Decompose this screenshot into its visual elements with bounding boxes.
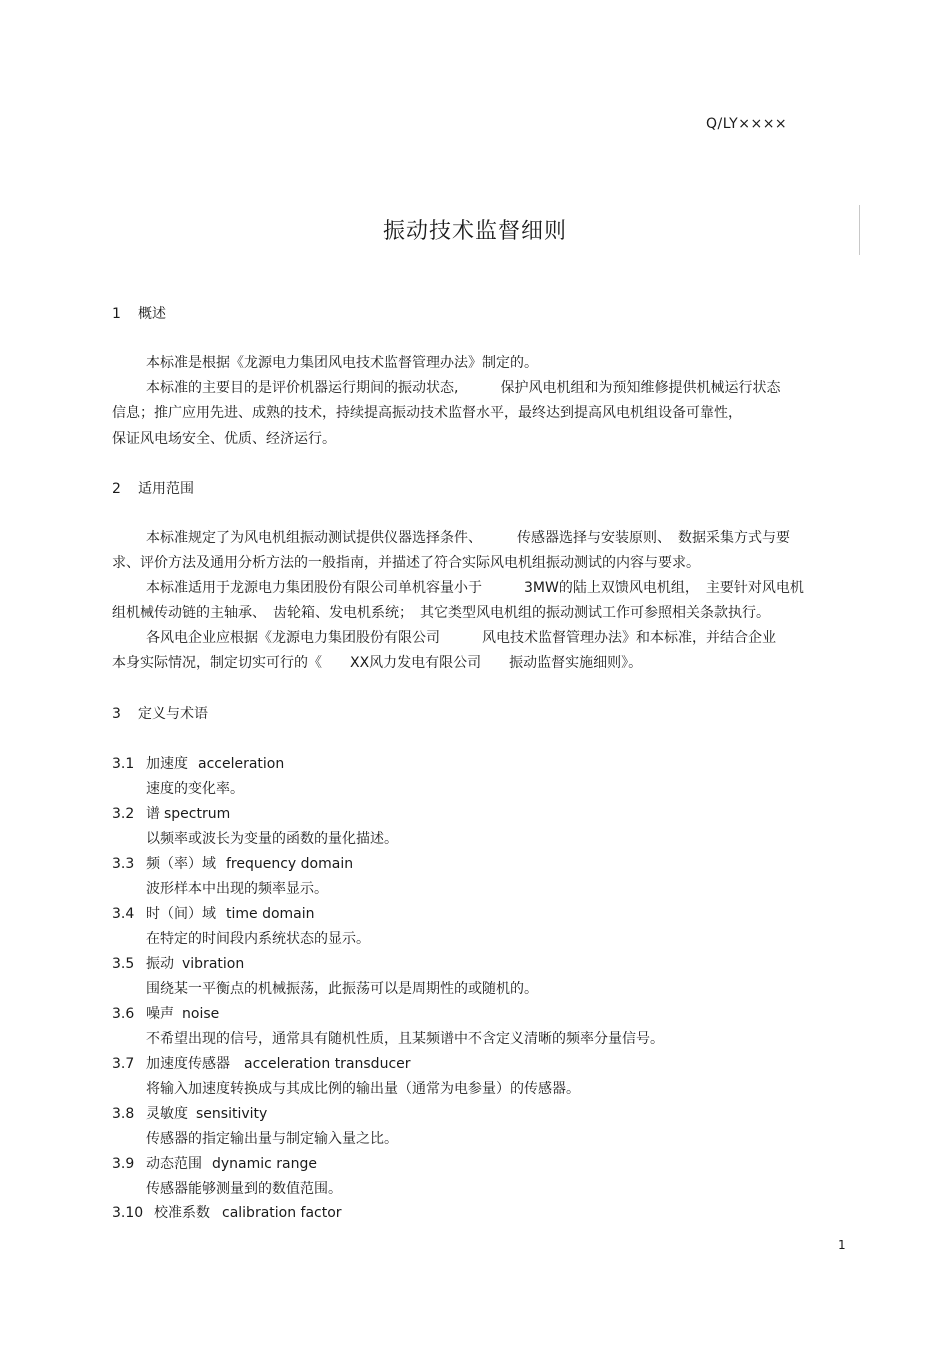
- term-definition: 传感器的指定输出量与制定输入量之比。: [146, 1131, 398, 1147]
- scope-line: 本身实际情况，制定切实可行的《 XX风力发电有限公司 振动监督实施细则》。: [112, 655, 643, 671]
- document-code: Q/LY××××: [706, 116, 788, 132]
- term-heading: [112, 753, 284, 773]
- overview-line: 信息；推广应用先进、成熟的技术，持续提高振动技术监督水平，最终达到提高风电机组设备可靠性，: [112, 405, 742, 421]
- document-title: 振动技术监督细则: [382, 219, 567, 244]
- section-title: 定义与术语: [138, 706, 208, 722]
- term-chinese: 动态范围: [146, 1156, 202, 1172]
- section-title: 适用范围: [138, 481, 194, 497]
- term-definition: 速度的变化率。: [146, 781, 244, 797]
- section-number: 2: [112, 481, 121, 497]
- term-heading: [112, 1053, 411, 1073]
- term-definition: 不希望出现的信号，通常具有随机性质，且某频谱中不含定义清晰的频率分量信号。: [146, 1031, 664, 1047]
- term-definition: 围绕某一平衡点的机械振荡，此振荡可以是周期性的或随机的。: [146, 981, 538, 997]
- term-heading: [112, 903, 315, 923]
- term-english: acceleration: [198, 756, 285, 772]
- term-number: 3.6: [112, 1006, 135, 1022]
- term-chinese: 频（率）域: [146, 856, 216, 872]
- scope-line: 本标准规定了为风电机组振动测试提供仪器选择条件、 传感器选择与安装原则、 数据采集方式与要: [146, 530, 790, 546]
- overview-line: 本标准的主要目的是评价机器运行期间的振动状态, 保护风电机组和为预知维修提供机械运行状态: [146, 380, 781, 396]
- term-definition: 以频率或波长为变量的函数的量化描述。: [146, 831, 398, 847]
- section-heading-overview: [112, 303, 166, 323]
- term-number: 3.4: [112, 906, 135, 922]
- term-number: 3.7: [112, 1056, 135, 1072]
- term-chinese: 加速度传感器: [146, 1056, 230, 1072]
- term-english: dynamic range: [212, 1156, 318, 1172]
- term-number: 3.9: [112, 1156, 135, 1172]
- scope-line: 本标准适用于龙源电力集团股份有限公司单机容量小于 3MW的陆上双馈风电机组， 主要针对风电机: [146, 580, 804, 596]
- term-number: 3.10: [112, 1205, 144, 1221]
- term-english: acceleration transducer: [244, 1056, 411, 1072]
- term-definition: 将输入加速度转换成与其成比例的输出量（通常为电参量）的传感器。: [146, 1081, 580, 1097]
- scope-line: 各风电企业应根据《龙源电力集团股份有限公司 风电技术监督管理办法》和本标准，并结合企业: [146, 630, 776, 646]
- section-number: 1: [112, 306, 121, 322]
- section-number: 3: [112, 706, 121, 722]
- term-definition: 在特定的时间段内系统状态的显示。: [146, 931, 370, 947]
- term-english: frequency domain: [226, 856, 354, 872]
- scope-line: 求、评价方法及通用分析方法的一般指南，并描述了符合实际风电机组振动测试的内容与要求。: [112, 555, 700, 571]
- term-english: time domain: [226, 906, 315, 922]
- term-definition: 波形样本中出现的频率显示。: [146, 881, 328, 897]
- page-number: 1: [838, 1238, 846, 1252]
- term-english: spectrum: [164, 806, 231, 822]
- term-english: calibration factor: [222, 1205, 342, 1221]
- term-heading: [112, 953, 244, 973]
- term-chinese: 噪声: [146, 1006, 174, 1022]
- term-heading: [112, 1153, 317, 1173]
- term-english: noise: [182, 1006, 220, 1022]
- term-chinese: 振动: [146, 956, 174, 972]
- overview-line: 保证风电场安全、优质、经济运行。: [112, 431, 336, 447]
- term-chinese: 谱: [146, 806, 160, 822]
- term-heading: [112, 803, 230, 823]
- term-number: 3.3: [112, 856, 135, 872]
- term-heading: [112, 853, 353, 873]
- term-definition: 传感器能够测量到的数值范围。: [146, 1181, 342, 1197]
- scope-line: 组机械传动链的主轴承、 齿轮箱、发电机系统； 其它类型风电机组的振动测试工作可参照相关条款执行。: [112, 605, 770, 621]
- overview-line: 本标准是根据《龙源电力集团风电技术监督管理办法》制定的。: [146, 355, 538, 371]
- term-english: vibration: [182, 956, 245, 972]
- section-heading-scope: [112, 478, 194, 498]
- term-heading: [112, 1003, 219, 1023]
- term-number: 3.1: [112, 756, 135, 772]
- term-number: 3.8: [112, 1106, 135, 1122]
- term-english: sensitivity: [196, 1106, 268, 1122]
- term-chinese: 校准系数: [154, 1205, 210, 1221]
- term-heading: [112, 1202, 342, 1222]
- term-number: 3.5: [112, 956, 135, 972]
- term-chinese: 灵敏度: [146, 1106, 188, 1122]
- section-heading-definitions: [112, 703, 208, 723]
- term-number: 3.2: [112, 806, 135, 822]
- term-chinese: 加速度: [146, 756, 188, 772]
- term-chinese: 时（间）域: [146, 906, 216, 922]
- section-title: 概述: [138, 306, 166, 322]
- term-heading: [112, 1103, 267, 1123]
